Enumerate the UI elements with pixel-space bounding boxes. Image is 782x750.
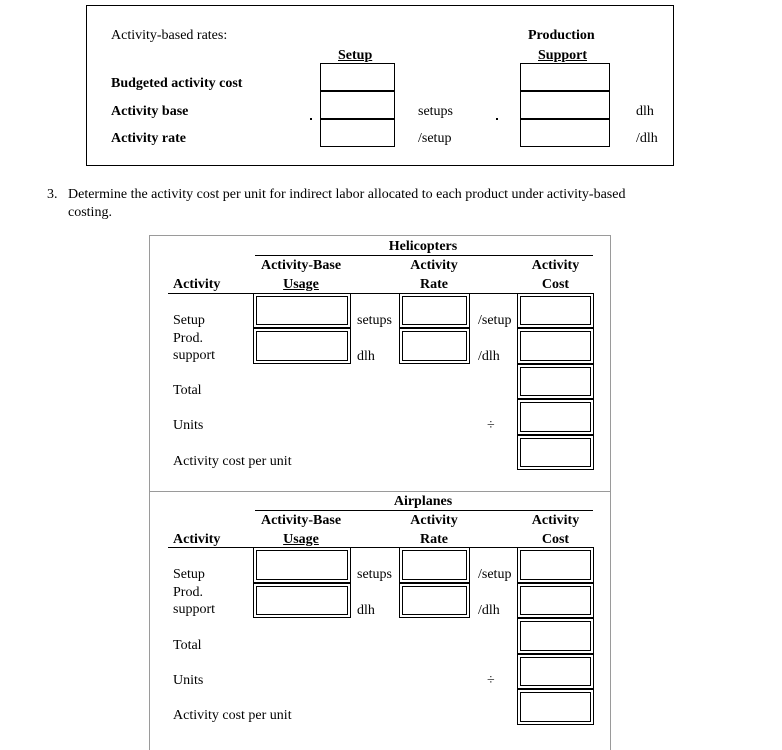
row-budgeted-cost-label: Budgeted activity cost: [111, 76, 243, 91]
col-activity-header: Activity: [173, 532, 221, 547]
air-prod-usage-input[interactable]: [253, 583, 351, 618]
unit-dlh: dlh: [357, 603, 375, 618]
air-setup-rate-input[interactable]: [399, 547, 470, 583]
question-text-line2: costing.: [68, 205, 112, 220]
col-production-header-line2: Support: [538, 48, 588, 63]
row-setup-label: Setup: [173, 313, 205, 328]
input-inner-border: [256, 586, 348, 615]
input-inner-border: [256, 331, 348, 361]
section-divider: [149, 491, 610, 492]
input-inner-border: [520, 402, 591, 432]
col-production-header-line1: Production: [528, 28, 595, 43]
setup-activity-base-input[interactable]: [320, 91, 395, 119]
air-prod-cost-input[interactable]: [517, 583, 594, 618]
col-rate-header-line1: Activity: [410, 258, 458, 273]
input-inner-border: [520, 550, 591, 580]
input-inner-border: [520, 621, 591, 651]
input-inner-border: [520, 296, 591, 325]
col-usage-header-line1: Activity-Base: [260, 258, 342, 273]
air-units-input[interactable]: [517, 654, 594, 689]
heli-setup-rate-input[interactable]: [399, 293, 470, 328]
row-prod-label-line2: support: [173, 602, 215, 617]
col-rate-header-line2: Rate: [420, 277, 448, 292]
input-inner-border: [520, 331, 591, 361]
setup-budgeted-cost-input[interactable]: [320, 63, 395, 91]
unit-per-dlh: /dlh: [478, 603, 500, 618]
divide-sign: ÷: [487, 673, 495, 688]
col-usage-header-line2: Usage: [283, 277, 319, 292]
heli-prod-rate-input[interactable]: [399, 328, 470, 364]
row-cost-per-unit-label: Activity cost per unit: [173, 708, 292, 723]
row-prod-label-line1: Prod.: [173, 585, 203, 600]
dot-mark: [496, 118, 498, 120]
helicopters-title-rule: [255, 255, 593, 256]
row-cost-per-unit-label: Activity cost per unit: [173, 454, 292, 469]
helicopters-title: Helicopters: [388, 239, 458, 254]
input-inner-border: [520, 367, 591, 396]
prod-rate-unit: /dlh: [636, 131, 658, 146]
heli-total-cost-input[interactable]: [517, 364, 594, 399]
worksheet-top-edge: [149, 235, 610, 236]
air-setup-usage-input[interactable]: [253, 547, 351, 583]
heli-prod-cost-input[interactable]: [517, 328, 594, 364]
air-total-cost-input[interactable]: [517, 618, 594, 654]
prod-base-unit: dlh: [636, 104, 654, 119]
col-cost-header-line1: Activity: [531, 513, 580, 528]
col-usage-header-line1: Activity-Base: [260, 513, 342, 528]
setup-rate-unit: /setup: [418, 131, 452, 146]
setup-activity-rate-input[interactable]: [320, 119, 395, 147]
unit-dlh: dlh: [357, 349, 375, 364]
col-rate-header-line1: Activity: [410, 513, 458, 528]
air-cost-per-unit-input[interactable]: [517, 689, 594, 725]
input-inner-border: [256, 550, 348, 580]
heli-setup-usage-input[interactable]: [253, 293, 351, 328]
input-inner-border: [520, 586, 591, 615]
unit-per-setup: /setup: [478, 567, 512, 582]
col-cost-header-line1: Activity: [531, 258, 580, 273]
air-setup-cost-input[interactable]: [517, 547, 594, 583]
heli-setup-cost-input[interactable]: [517, 293, 594, 328]
airplanes-title-rule: [255, 510, 593, 511]
unit-per-dlh: /dlh: [478, 349, 500, 364]
prod-activity-rate-input[interactable]: [520, 119, 610, 147]
unit-setups: setups: [357, 567, 392, 582]
col-cost-header-line2: Cost: [541, 277, 570, 292]
row-activity-rate-label: Activity rate: [111, 131, 187, 146]
question-number: 3.: [47, 187, 58, 202]
prod-budgeted-cost-input[interactable]: [520, 63, 610, 91]
divide-sign: ÷: [487, 418, 495, 433]
input-inner-border: [402, 296, 467, 325]
row-prod-label-line1: Prod.: [173, 331, 203, 346]
row-total-label: Total: [173, 383, 202, 398]
worksheet-right-edge: [610, 235, 611, 750]
airplanes-title: Airplanes: [393, 494, 453, 509]
input-inner-border: [520, 657, 591, 686]
input-inner-border: [402, 550, 467, 580]
col-rate-header-line2: Rate: [420, 532, 448, 547]
row-total-label: Total: [173, 638, 202, 653]
heli-cost-per-unit-input[interactable]: [517, 435, 594, 470]
input-inner-border: [402, 586, 467, 615]
heli-prod-usage-input[interactable]: [253, 328, 351, 364]
prod-activity-base-input[interactable]: [520, 91, 610, 119]
worksheet-left-edge: [149, 235, 150, 750]
dot-mark: [310, 118, 312, 120]
unit-per-setup: /setup: [478, 313, 512, 328]
row-activity-base-label: Activity base: [111, 104, 189, 119]
air-prod-rate-input[interactable]: [399, 583, 470, 618]
row-prod-label-line2: support: [173, 348, 215, 363]
heli-units-input[interactable]: [517, 399, 594, 435]
col-cost-header-line2: Cost: [541, 532, 570, 547]
setup-base-unit: setups: [418, 104, 453, 119]
row-setup-label: Setup: [173, 567, 205, 582]
input-inner-border: [520, 692, 591, 722]
row-units-label: Units: [173, 418, 204, 433]
input-inner-border: [520, 438, 591, 467]
input-inner-border: [402, 331, 467, 361]
row-units-label: Units: [173, 673, 204, 688]
rates-title: Activity-based rates:: [111, 28, 228, 43]
input-inner-border: [256, 296, 348, 325]
col-activity-header: Activity: [173, 277, 221, 292]
col-setup-header: Setup: [338, 48, 373, 63]
col-usage-header-line2: Usage: [283, 532, 319, 547]
unit-setups: setups: [357, 313, 392, 328]
question-text-line1: Determine the activity cost per unit for indirect labor allocated to each product under activity-based: [68, 187, 626, 202]
